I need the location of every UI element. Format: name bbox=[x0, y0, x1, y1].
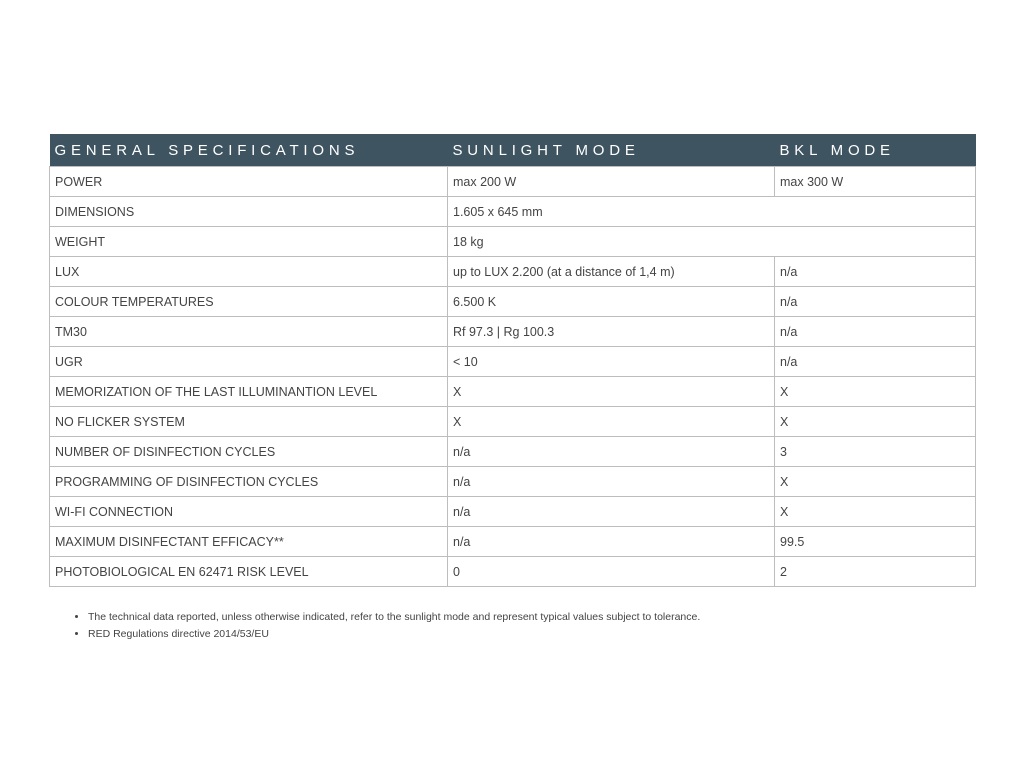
spec-label: WI-FI CONNECTION bbox=[50, 497, 448, 527]
table-header-row bbox=[50, 134, 976, 167]
spec-label: LUX bbox=[50, 257, 448, 287]
spec-label: POWER bbox=[50, 167, 448, 197]
table-row-power bbox=[50, 167, 976, 197]
spec-label: MEMORIZATION OF THE LAST ILLUMINANTION LEVEL bbox=[50, 377, 448, 407]
spec-label: TM30 bbox=[50, 317, 448, 347]
bkl-value: n/a bbox=[775, 257, 976, 287]
bkl-value: 99.5 bbox=[775, 527, 976, 557]
table-row-wifi-connection bbox=[50, 497, 976, 527]
table-row-no-flicker bbox=[50, 407, 976, 437]
bkl-value: n/a bbox=[775, 347, 976, 377]
spec-label: DIMENSIONS bbox=[50, 197, 448, 227]
specifications-table bbox=[49, 134, 976, 587]
header-general-specifications: GENERAL SPECIFICATIONS bbox=[54, 141, 360, 159]
sunlight-value: < 10 bbox=[448, 347, 775, 377]
bkl-value: max 300 W bbox=[775, 167, 976, 197]
spec-label: PHOTOBIOLOGICAL EN 62471 RISK LEVEL bbox=[50, 557, 448, 587]
table-row-programming-cycles bbox=[50, 467, 976, 497]
table-row-risk-level bbox=[50, 557, 976, 587]
table-row-dimensions bbox=[50, 197, 976, 227]
bkl-value: 3 bbox=[775, 437, 976, 467]
table-row-lux bbox=[50, 257, 976, 287]
table-row-weight bbox=[50, 227, 976, 257]
footnote-item: • The technical data reported, unless otherwise indicated, refer to the sunlight mode and represent typical values subject to tolerance. bbox=[88, 609, 700, 626]
bkl-value: 2 bbox=[775, 557, 976, 587]
bkl-value: X bbox=[775, 407, 976, 437]
sunlight-value: Rf 97.3 | Rg 100.3 bbox=[448, 317, 775, 347]
table-row-tm30 bbox=[50, 317, 976, 347]
table-row-colour-temperatures bbox=[50, 287, 976, 317]
spec-label: COLOUR TEMPERATURES bbox=[50, 287, 448, 317]
table-row-disinfection-cycles bbox=[50, 437, 976, 467]
sunlight-value: n/a bbox=[448, 527, 775, 557]
spec-label: MAXIMUM DISINFECTANT EFFICACY** bbox=[50, 527, 448, 557]
sunlight-value: X bbox=[448, 407, 775, 437]
bkl-value: n/a bbox=[775, 287, 976, 317]
merged-value: 1.605 x 645 mm bbox=[448, 197, 976, 227]
spec-label: WEIGHT bbox=[50, 227, 448, 257]
bkl-value: n/a bbox=[775, 317, 976, 347]
bkl-value: X bbox=[775, 497, 976, 527]
bkl-value: X bbox=[775, 467, 976, 497]
spec-label: NO FLICKER SYSTEM bbox=[50, 407, 448, 437]
spec-label: PROGRAMMING OF DISINFECTION CYCLES bbox=[50, 467, 448, 497]
table-row-memorization bbox=[50, 377, 976, 407]
spec-label: UGR bbox=[50, 347, 448, 377]
bkl-value: X bbox=[775, 377, 976, 407]
sunlight-value: 6.500 K bbox=[448, 287, 775, 317]
spec-label: NUMBER OF DISINFECTION CYCLES bbox=[50, 437, 448, 467]
sunlight-value: n/a bbox=[448, 497, 775, 527]
header-sunlight-mode: SUNLIGHT MODE bbox=[452, 141, 640, 159]
sunlight-value: up to LUX 2.200 (at a distance of 1,4 m) bbox=[448, 257, 775, 287]
footnote-item: • RED Regulations directive 2014/53/EU bbox=[88, 626, 700, 643]
header-bkl-mode: BKL MODE bbox=[779, 141, 895, 159]
sunlight-value: n/a bbox=[448, 467, 775, 497]
sunlight-value: n/a bbox=[448, 437, 775, 467]
footnotes-list bbox=[64, 609, 700, 643]
table-row-ugr bbox=[50, 347, 976, 377]
sunlight-value: 0 bbox=[448, 557, 775, 587]
merged-value: 18 kg bbox=[448, 227, 976, 257]
sunlight-value: max 200 W bbox=[448, 167, 775, 197]
sunlight-value: X bbox=[448, 377, 775, 407]
table-row-disinfectant-efficacy bbox=[50, 527, 976, 557]
